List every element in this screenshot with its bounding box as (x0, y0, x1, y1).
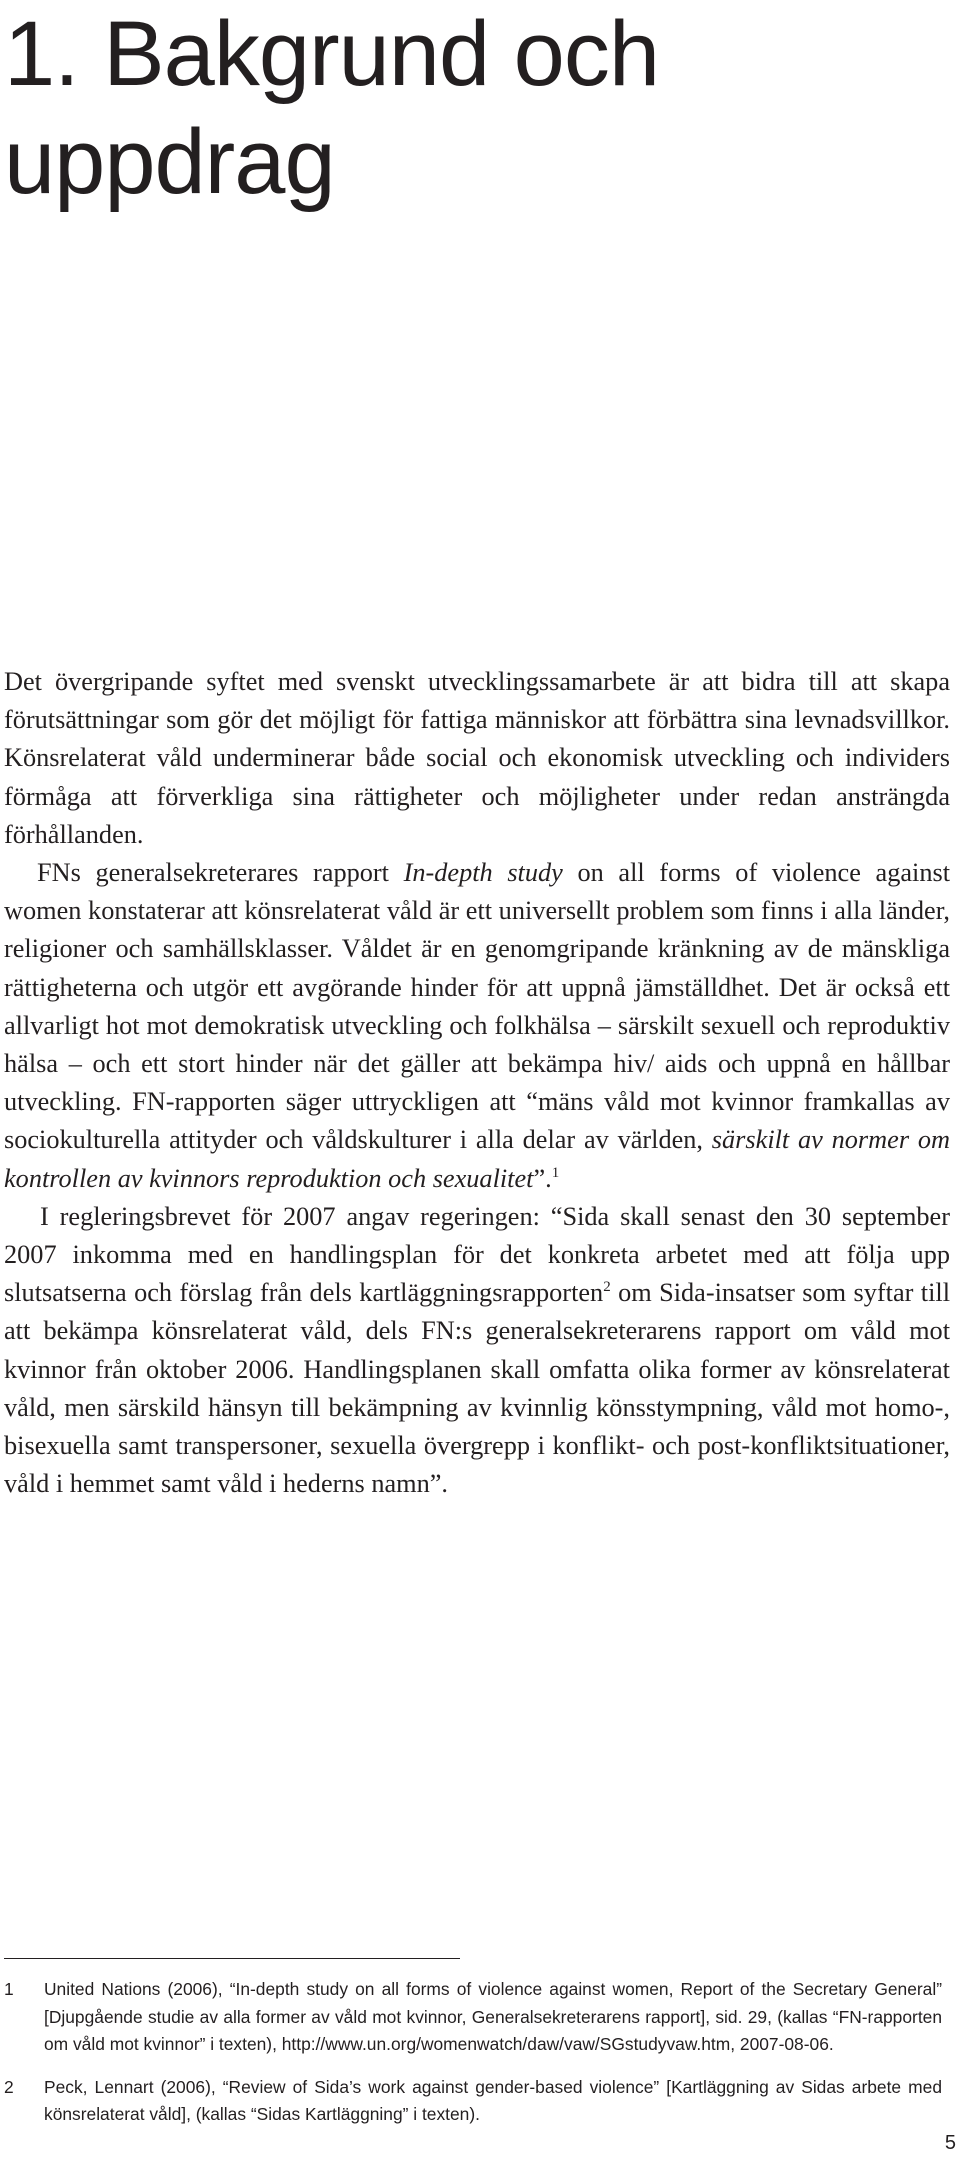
paragraph-1: Det övergripande syftet med svenskt utvecklingssamarbete är att bidra till att skapa förutsättningar som gör det möjligt för fattiga människor att förbättra sina levnadsvillkor. Könsrelaterat våld underminerar både social och ekonomisk utveckling och individers förmåga att förverkliga sina rättigheter och möjligheter under redan ansträngda förhållanden. (4, 667, 950, 849)
quote-italic: särskilt av normer om kontrollen av kvinnors reproduktion och sexualitet (4, 1125, 950, 1193)
footnote-1 (4, 1976, 942, 2059)
paragraph-3-rest: om Sida-insatser som syftar till att bekämpa könsrelaterat våld, dels FN:s generalsekreterarens rapport om våld mot kvinnor från oktober 2006. Handlingsplanen skall omfatta olika former av könsrelaterat våld, men särskild hänsyn till bekämpning av kvinnlig könsstympning, våld mot homo-, bisexuella samt transpersoner, sexuella övergrepp i konflikt- och post-konfliktsituationer, våld i hemmet samt våld i hederns namn”. (4, 1278, 950, 1499)
footnote-number: 1 (4, 1979, 14, 1999)
footnote-ref-2: 2 (603, 1279, 611, 1296)
body-text (4, 663, 950, 1503)
footnote-ref-1: 1 (551, 1164, 560, 1181)
paragraph-3-start: I regleringsbrevet för 2007 angav regeringen: “Sida skall senast den 30 september 2007 inkomma med en handlingsplan för det konkreta arbetet med att följa upp slutsatserna och förslag från dels kartläggningsrapporten (4, 1201, 950, 1308)
paragraph-2-body: on all forms of violence against women konstaterar att könsrelaterat våld är ett universellt problem som finns i alla länder, religioner och samhällsklasser. Våldet är en genomgripande kränkning av de mänskliga rättigheterna och utgör ett avgörande hinder för att uppnå jämställdhet. Det är också ett allvarligt hot mot demokratisk utveckling och folkhälsa – särskilt sexuell och reproduktiv hälsa – och ett stort hinder när det gäller att bekämpa hiv/ aids och uppnå en hållbar utveckling. FN-rapporten säger uttryckligen att “mäns våld mot kvinnor framkallas av sociokulturella attityder och våldskulturer i alla delar av världen, (4, 858, 951, 1155)
report-title-italic: In-depth study (403, 858, 563, 888)
footnote-number: 2 (4, 2076, 14, 2097)
footnote-2 (4, 2074, 942, 2129)
paragraph-2 (4, 854, 950, 1198)
footnotes (4, 1976, 942, 2144)
paragraph-2-intro: FNs generalsekreterares rapport (37, 858, 404, 888)
paragraph-2-end: ”. (533, 1163, 552, 1193)
footnote-text: Peck, Lennart (2006), “Review of Sida’s work against gender-based violence” [Kartläggning av Sidas arbete med könsrelaterat våld], (kallas “Sidas Kartläggning” i texten). (44, 2076, 942, 2124)
paragraph-3 (4, 1198, 950, 1504)
footnote-text: United Nations (2006), “In-depth study on all forms of violence against women, Report of the Secretary General” [Djupgående studie av alla former av våld mot kvinnor, Generalsekreterarens rapport], sid. 29, (kallas “FN-rapporten om våld mot kvinnor” i texten), http://www.un.org/womenwatch/daw/vaw/SGstudyvaw.htm, 2007-08-06. (44, 1979, 942, 2054)
page-title: 1. Bakgrund och uppdrag (4, 3, 660, 213)
footnote-divider (4, 1958, 460, 1959)
page-number: 5 (944, 2132, 956, 2154)
